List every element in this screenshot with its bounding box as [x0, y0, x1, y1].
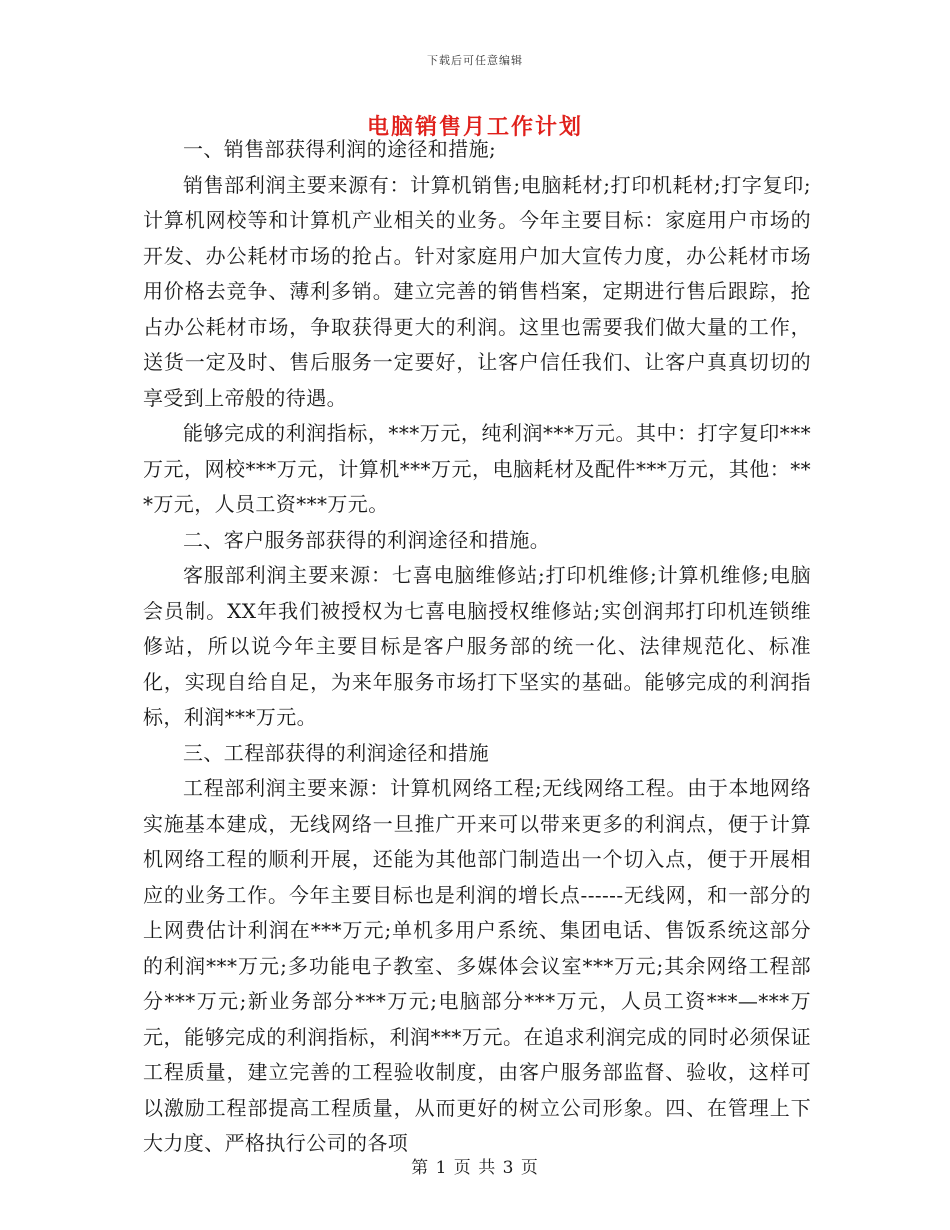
- paragraph-customer-service: 客服部利润主要来源：七喜电脑维修站;打印机维修;计算机维修;电脑会员制。XX年我们被授权为七喜电脑授权维修站;实创润邦打印机连锁维修站，所以说今年主要目标是客户服务部的统一化、法律规范化、标准化，实现自给自足，为来年服务市场打下坚实的基础。能够完成的利润指标，利润***万元。: [143, 563, 811, 729]
- section-heading-customer-service: 二、客户服务部获得的利润途径和措施。: [183, 527, 551, 552]
- paragraph-engineering: 工程部利润主要来源：计算机网络工程;无线网络工程。由于本地网络实施基本建成，无线网络一旦推广开来可以带来更多的利润点，便于计算机网络工程的顺利开展，还能为其他部门制造出一个切入点，便于开展相应的业务工作。今年主要目标也是利润的增长点------无线网，和一部分的上网费估计利润在***万元;单机多用户系统、集团电话、售饭系统这部分的利润***万元;多功能电子教室、多媒体会议室***万元;其余网络工程部分***万元;新业务部分***万元;电脑部分***万元，人员工资***—***万元，能够完成的利润指标，利润***万元。在追求利润完成的同时必须保证工程质量，建立完善的工程验收制度，由客户服务部监督、验收，这样可以激励工程部提高工程质量，从而更好的树立公司形象。四、在管理上下大力度、严格执行公司的各项: [143, 776, 811, 1155]
- paragraph-sales-targets: 能够完成的利润指标，***万元，纯利润***万元。其中：打字复印***万元，网校***万元，计算机***万元，电脑耗材及配件***万元，其他：***万元，人员工资***万元。: [143, 421, 811, 516]
- section-heading-sales: 一、销售部获得利润的途径和措施;: [183, 137, 497, 161]
- page-number-footer: 第 1 页 共 3 页: [411, 1158, 539, 1178]
- paragraph-sales-sources: 销售部利润主要来源有：计算机销售;电脑耗材;打印机耗材;打字复印;计算机网校等和计算机产业相关的业务。今年主要目标：家庭用户市场的开发、办公耗材市场的抢占。针对家庭用户加大宣传力度，办公耗材市场用价格去竞争、薄利多销。建立完善的销售档案，定期进行售后跟踪，抢占办公耗材市场，争取获得更大的利润。这里也需要我们做大量的工作，送货一定及时、售后服务一定要好，让客户信任我们、让客户真真切切的享受到上帝般的待遇。: [143, 172, 811, 410]
- document-title: 电脑销售月工作计划: [366, 114, 583, 140]
- document-body: [143, 132, 811, 1162]
- section-heading-engineering: 三、工程部获得的利润途径和措施: [183, 740, 489, 765]
- page-header: 下载后可任意编辑: [427, 54, 523, 67]
